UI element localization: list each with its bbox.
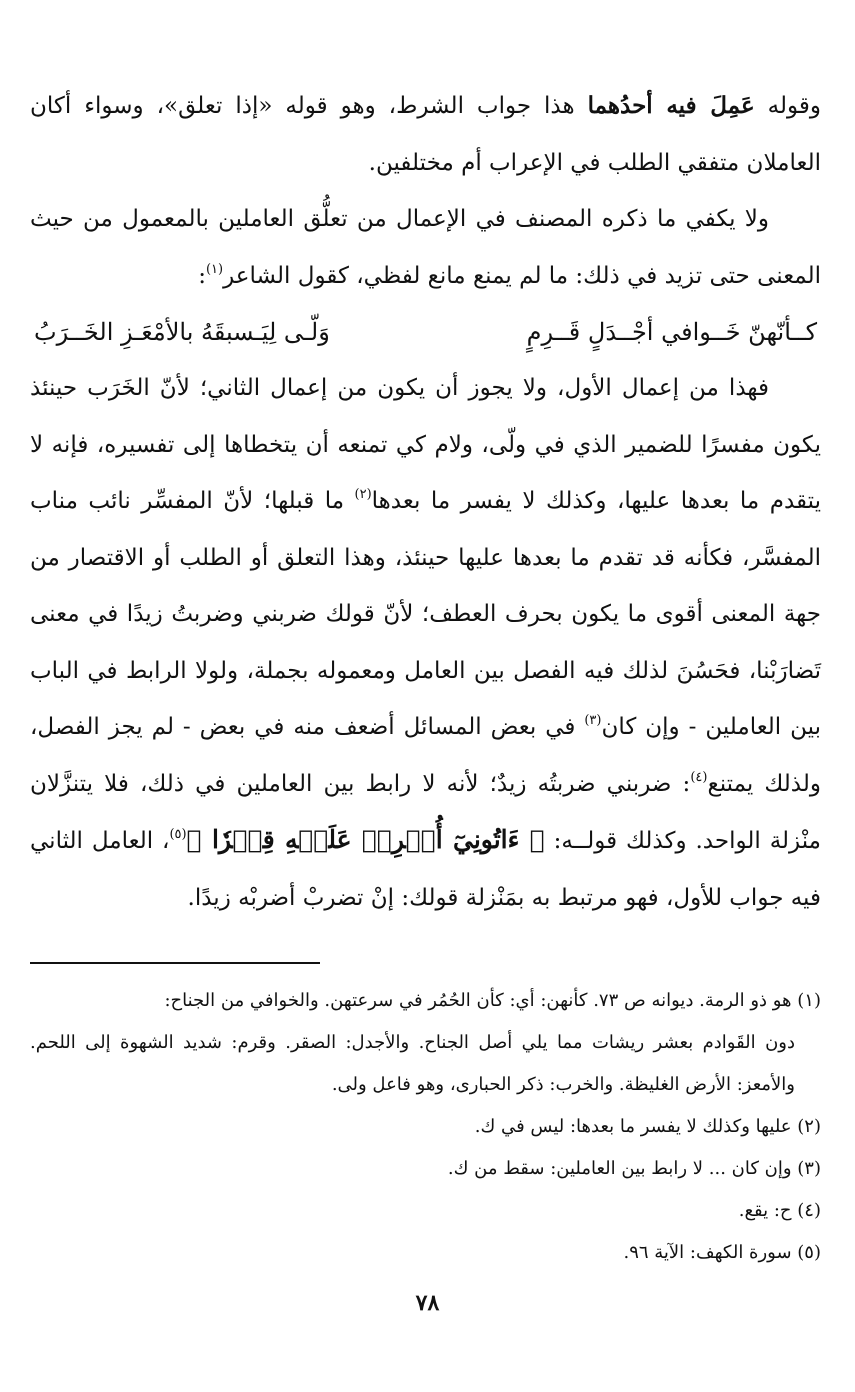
verse-second-hemistich: وَلّـى لِيَـسبقَهُ بالأمْعَـزِ الخَــرَبُ	[34, 318, 330, 346]
footnote-ref-3: (٣)	[584, 713, 602, 728]
paragraph-2-text: ولا يكفي ما ذكره المصنف في الإعمال من تعلُّق العاملين بالمعمول من حيث المعنى حتى تزيد في ذلك: ما لم يمنع مانع لفظي، كقول الشاعر	[30, 206, 821, 289]
footnote-5: (٥) سورة الكهف: الآية ٩٦.	[623, 1242, 821, 1263]
paragraph-1-post: هذا جواب الشرط، وهو قوله «إذا تعلق»، وسواء أكان العاملان متفقي الطلب في الإعراب أم مختلفين.	[30, 93, 821, 176]
quran-quote: ﴿ ءَاتُونِيٓ أُفۡرِغۡ عَلَيۡهِ قِطۡرٗا ﴾	[186, 825, 545, 854]
footnote-ref-4: (٤)	[690, 769, 708, 785]
footnote-4: (٤) ح: يقع.	[738, 1200, 821, 1221]
paragraph-3-d: : ضربني ضربتُه زيدٌ؛ لأنه لا رابط بين العاملين في ذلك، فلا يتنزَّلان منْزلة الواحد. وكذلك قولــه:	[30, 770, 821, 854]
paragraph-3	[30, 360, 821, 926]
page-number: ٧٨	[415, 1290, 440, 1316]
footnote-ref-1: (١)	[205, 261, 224, 277]
paragraph-3-e: ، العامل الثاني فيه جواب للأول، فهو مرتبط به بمَنْزلة قولك: إنْ تضربْ أضربْه زيدًا.	[30, 828, 821, 911]
main-text	[30, 78, 821, 926]
footnote-2: (٢) عليها وكذلك لا يفسر ما بعدها: ليس في ك.	[474, 1116, 821, 1137]
verse-first-hemistich: كــأنّهنّ خَــوافي أجْــدَلٍ قَــرِمٍ	[526, 318, 817, 346]
paragraph-1	[30, 78, 821, 191]
footnote-1-continued: دون القَوادم بعشر ريشات مما يلي أصل الجناح. والأجدل: الصقر. وقرم: شديد الشهوة إلى اللحم. والأمعز: الأرض الغليظة. والخرب: ذكر الحبارى، وهو فاعل ولى.	[30, 1032, 795, 1095]
quoted-phrase: عَمِلَ فيه أحدُهما	[587, 92, 755, 119]
paragraph-1-pre: وقوله	[754, 93, 821, 119]
paragraph-2-end: :	[198, 262, 206, 289]
paragraph-3-b: ما قبلها؛ لأنّ المفسِّر نائب مناب المفسَّر، فكأنه قد تقدم ما بعدها عليها حينئذ، وهذا التعلق أو الطلب أو الاقتصار من جهة المعنى أقوى ما يكون بحرف العطف؛ لأنّ قولك ضربني وضربتُ زيدًا في معنى تَضارَبْنا، فحَسُنَ لذلك فيه الفصل بين العامل ومعموله بجملة، ولولا الرابط في الباب بين العاملين - وإن كان	[30, 488, 821, 740]
paragraph-3-a: فهذا من إعمال الأول، ولا يجوز أن يكون من إعمال الثاني؛ لأنّ الخَرَب حينئذ يكون مفسرًا للضمير الذي في ولّى، ولام كي تمنعه أن يتخطاها إلى تفسيره، فإنه لا يتقدم ما بعدها عليها، وكذلك لا يفسر ما بعدها	[30, 375, 821, 514]
footnote-1: (١) هو ذو الرمة. ديوانه ص ٧٣. كأنهن: أي: كأن الحُمُر في سرعتهن. والخوافي من الجناح:	[164, 990, 821, 1011]
paragraph-3-c: في بعض المسائل أضعف منه في بعض - لم يجز الفصل، ولذلك يمتنع	[30, 714, 821, 797]
footnote-ref-2: (٢)	[354, 487, 372, 502]
footnotes	[30, 980, 821, 1274]
footnote-divider	[30, 962, 320, 964]
poetry-verse	[30, 304, 821, 360]
paragraph-2	[30, 191, 821, 304]
footnote-ref-5: (٥)	[169, 827, 187, 842]
footnote-3: (٣) وإن كان ... لا رابط بين العاملين: سقط من ك.	[447, 1158, 821, 1179]
